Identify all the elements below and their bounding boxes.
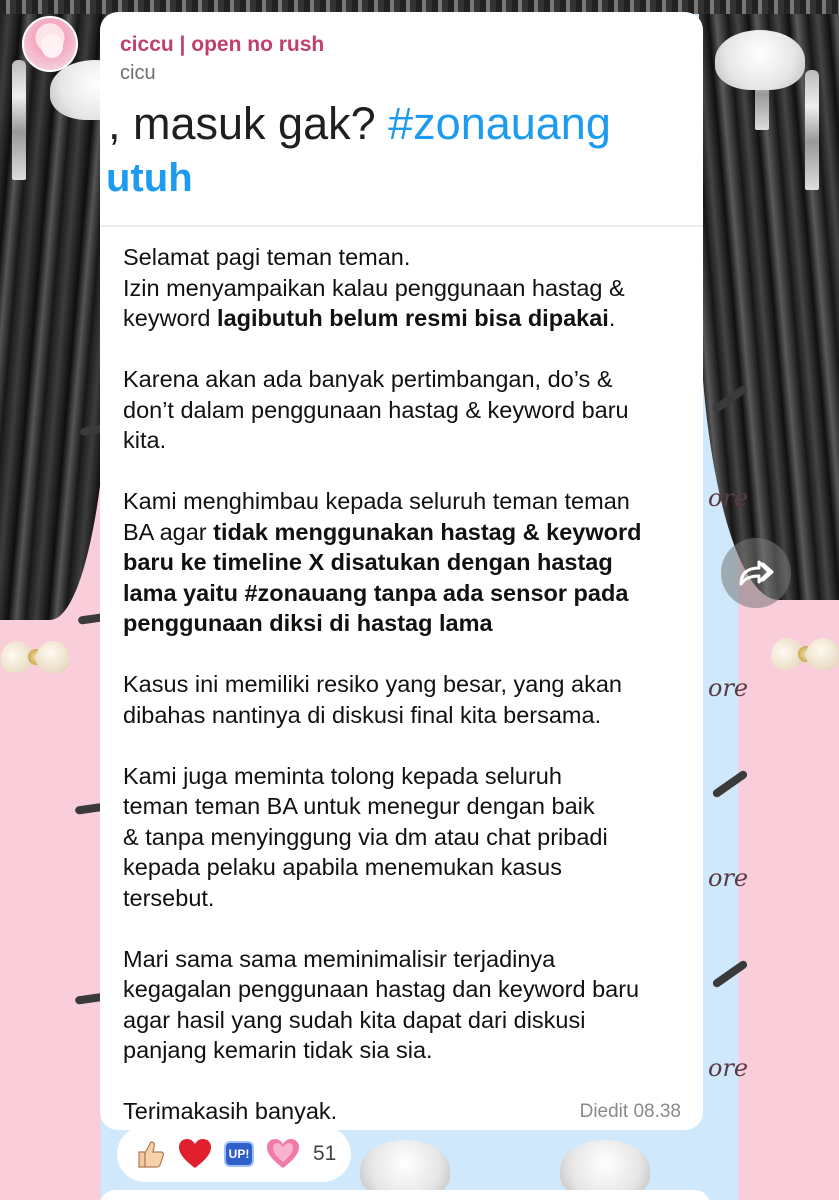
message-paragraph: Terimakasih banyak. <box>123 1098 338 1124</box>
bold-text: tidak menggunakan hastag & keyword <box>213 518 642 545</box>
wallpaper-text-decoration: ore <box>708 864 749 892</box>
message-paragraph: Kami menghimbau kepada seluruh teman teman BA agar tidak menggunakan hastag & keyword baru ke timeline X disatukan dengan hastag lama yaitu #zonauang tanpa ada sensor pada penggunaan diksi di hastag lama <box>123 486 688 639</box>
tassel-decoration <box>12 60 26 180</box>
bold-text: lagibutuh belum resmi bisa dipakai <box>217 305 609 331</box>
wallpaper-text-decoration: ore <box>708 674 749 702</box>
forward-button[interactable] <box>721 538 791 608</box>
bold-text: baru ke timeline X disatukan dengan hastag <box>123 549 613 575</box>
reaction-count: 51 <box>313 1142 337 1165</box>
tassel-decoration <box>805 70 819 190</box>
thumbs-up-icon[interactable] <box>129 1132 173 1176</box>
reactions-bar[interactable] <box>117 1126 351 1182</box>
bow-decoration <box>770 632 839 678</box>
wallpaper-text-decoration: ore <box>708 484 749 512</box>
message-paragraph: Kami juga meminta tolong kepada seluruh teman teman BA untuk menegur dengan baik & tanpa menyinggung via dm atau chat pribadi kepada pelaku apabila menemukan kasus tersebut. <box>123 762 608 911</box>
media-text-line: , masuk gak? #zonauang <box>108 98 611 149</box>
message-paragraph: Karena akan ada banyak pertimbangan, do’s & don’t dalam penggunaan hastag & keyword baru kita. <box>123 366 629 453</box>
edited-label: Diedit <box>579 1101 629 1122</box>
message-paragraph: Kasus ini memiliki resiko yang besar, yang akan dibahas nantinya di diskusi final kita bersama. <box>123 671 622 728</box>
sender-name[interactable]: ciccu | open no rush <box>120 33 325 56</box>
media-hashtag: #zonauang <box>388 98 611 149</box>
sender-handle: cicu <box>120 62 156 84</box>
bold-text: penggunaan diksi di hastag lama <box>123 610 493 636</box>
up-button-icon[interactable]: UP! <box>217 1132 261 1176</box>
next-message-bubble[interactable] <box>100 1190 710 1200</box>
bow-decoration <box>0 635 70 681</box>
swan-decoration <box>715 30 805 90</box>
bold-text: lama yaitu #zonauang tanpa ada sensor pada <box>123 579 629 606</box>
sender-avatar[interactable] <box>22 16 78 72</box>
message-text <box>123 242 688 1127</box>
forward-arrow-icon <box>737 558 775 588</box>
message-time: 08.38 <box>633 1101 681 1122</box>
message-bubble[interactable] <box>100 12 703 1130</box>
red-heart-icon[interactable] <box>173 1132 217 1176</box>
message-meta <box>580 1101 681 1123</box>
media-text-line: utuh <box>106 156 193 200</box>
message-paragraph: Selamat pagi teman teman. Izin menyampaikan kalau penggunaan hastag & keyword lagibutuh belum resmi bisa dipakai. <box>123 244 625 331</box>
sparkling-heart-icon[interactable] <box>261 1132 305 1176</box>
message-paragraph: Mari sama sama meminimalisir terjadinya kegagalan penggunaan hastag dan keyword baru agar hasil yang sudah kita dapat dari diskusi panjang kemarin tidak sia sia. <box>123 945 640 1063</box>
wallpaper-text-decoration: ore <box>708 1054 749 1082</box>
message-media-image[interactable] <box>100 92 703 227</box>
